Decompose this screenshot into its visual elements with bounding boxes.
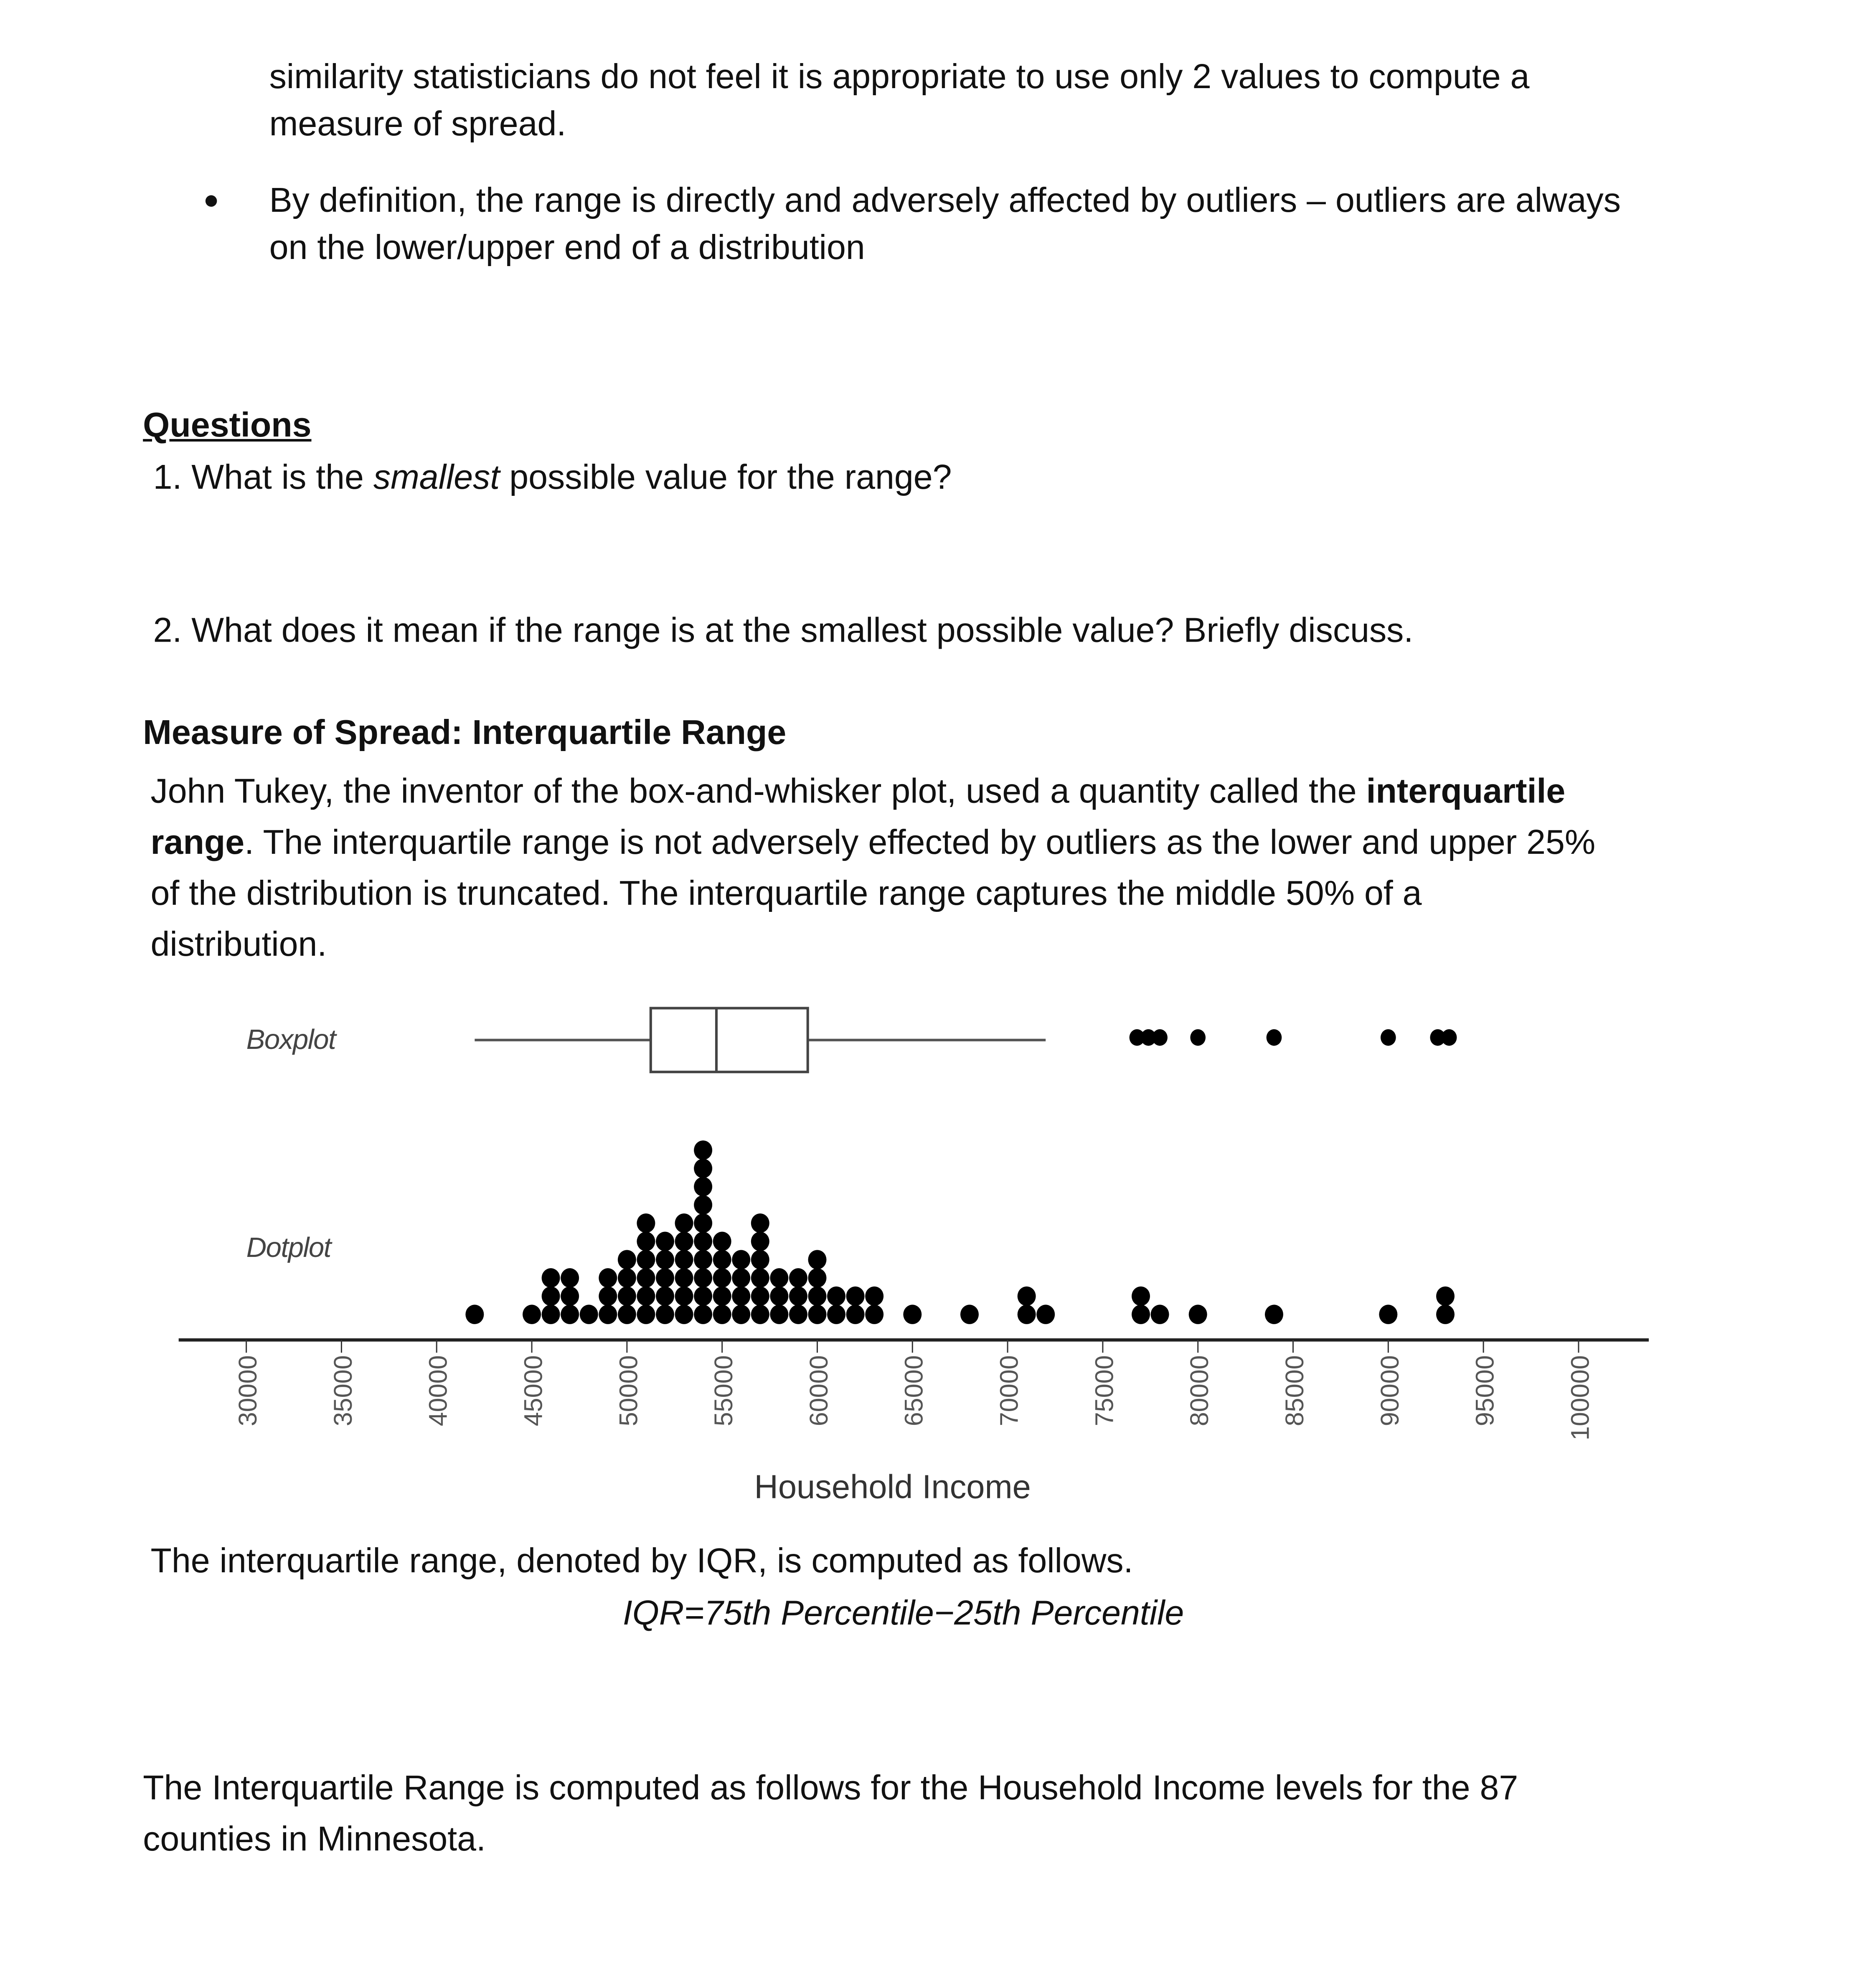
dot <box>656 1250 674 1269</box>
section-heading: Measure of Spread: Interquartile Range <box>143 713 787 752</box>
dot <box>637 1268 655 1287</box>
dot <box>1036 1305 1055 1324</box>
p-bold: range <box>150 823 245 862</box>
dot <box>713 1250 731 1269</box>
dot <box>960 1305 979 1324</box>
dot <box>599 1305 617 1324</box>
dot <box>732 1287 750 1306</box>
dot <box>827 1287 845 1306</box>
dot <box>1018 1287 1036 1306</box>
outlier-point <box>1442 1029 1457 1046</box>
dot <box>808 1305 826 1324</box>
dot <box>903 1305 921 1324</box>
outlier-point <box>1190 1029 1206 1046</box>
dot <box>751 1287 769 1306</box>
dot <box>1189 1305 1207 1324</box>
dot <box>751 1268 769 1287</box>
dot <box>618 1305 636 1324</box>
dot <box>1436 1305 1455 1324</box>
dot <box>751 1305 769 1324</box>
x-tick-label: 85000 <box>1280 1355 1309 1427</box>
dot <box>770 1287 788 1306</box>
dot <box>637 1232 655 1251</box>
dot <box>1151 1305 1169 1324</box>
dot <box>732 1268 750 1287</box>
dot <box>542 1305 560 1324</box>
dot <box>751 1213 769 1233</box>
x-tick-label: 65000 <box>899 1355 928 1427</box>
x-tick-label: 100000 <box>1566 1355 1594 1441</box>
question-2: 2. What does it mean if the range is at the smallest possible value? Briefly discuss. <box>153 611 1414 650</box>
dot <box>656 1268 674 1287</box>
dot <box>694 1305 712 1324</box>
p-text: . The interquartile range is not adversely effected by outliers as the lower and upper 25% <box>244 823 1596 862</box>
dot <box>770 1268 788 1287</box>
dot <box>789 1305 807 1324</box>
dot <box>656 1232 674 1251</box>
dot <box>542 1287 560 1306</box>
dot <box>789 1287 807 1306</box>
dot <box>865 1305 883 1324</box>
dot <box>599 1287 617 1306</box>
dot <box>675 1250 693 1269</box>
paragraph-line-3: of the distribution is truncated. The interquartile range captures the middle 50% of a <box>150 874 1422 913</box>
bullet-line-2: on the lower/upper end of a distribution <box>269 228 865 267</box>
dot <box>808 1287 826 1306</box>
dot <box>675 1213 693 1233</box>
dot <box>713 1232 731 1251</box>
x-tick-label: 90000 <box>1375 1355 1404 1427</box>
x-tick-label: 60000 <box>804 1355 833 1427</box>
bullet-line-1: By definition, the range is directly and adversely affected by outliers – outliers are always <box>269 181 1621 220</box>
dot <box>694 1195 712 1214</box>
dot <box>808 1250 826 1269</box>
dot <box>694 1213 712 1233</box>
x-tick-label: 30000 <box>234 1355 262 1427</box>
dot <box>1379 1305 1397 1324</box>
dot <box>713 1305 731 1324</box>
intro-line-1: similarity statisticians do not feel it is appropriate to use only 2 values to compute a <box>269 57 1530 96</box>
dot <box>1436 1287 1455 1306</box>
dot <box>827 1305 845 1324</box>
p-bold: interquartile <box>1366 772 1566 810</box>
dot <box>694 1140 712 1160</box>
outlier-point <box>1152 1029 1168 1046</box>
dot <box>675 1268 693 1287</box>
dot <box>618 1250 636 1269</box>
dot <box>846 1305 865 1324</box>
dot <box>675 1305 693 1324</box>
iqr-formula: IQR=75th Percentile−25th Percentile <box>622 1594 1184 1632</box>
paragraph-line-4: distribution. <box>150 925 327 964</box>
dot <box>1132 1305 1150 1324</box>
dot <box>846 1287 865 1306</box>
dot <box>732 1305 750 1324</box>
dot <box>561 1268 579 1287</box>
dot <box>732 1250 750 1269</box>
q1-text-end: possible value for the range? <box>500 458 952 497</box>
dot <box>694 1177 712 1196</box>
q1-text: 1. What is the <box>153 458 373 497</box>
dot <box>580 1305 598 1324</box>
dot <box>675 1232 693 1251</box>
dot <box>1018 1305 1036 1324</box>
dot <box>542 1268 560 1287</box>
dot <box>770 1305 788 1324</box>
dot <box>465 1305 484 1324</box>
dot <box>1265 1305 1283 1324</box>
dot <box>751 1232 769 1251</box>
dot <box>808 1268 826 1287</box>
dot <box>865 1287 883 1306</box>
dot <box>618 1268 636 1287</box>
dotplot-label: Dotplot <box>246 1231 331 1264</box>
x-tick-label: 50000 <box>614 1355 643 1427</box>
x-tick-label: 70000 <box>995 1355 1023 1427</box>
intro-line-2: measure of spread. <box>269 104 566 143</box>
dot <box>656 1305 674 1324</box>
x-tick-label: 80000 <box>1185 1355 1214 1427</box>
dot <box>656 1287 674 1306</box>
closing-line-2: counties in Minnesota. <box>143 1820 486 1858</box>
x-axis-label: Household Income <box>754 1467 1031 1506</box>
iqr-definition: The interquartile range, denoted by IQR, is computed as follows. <box>150 1541 1133 1580</box>
dot <box>789 1268 807 1287</box>
outlier-point <box>1267 1029 1282 1046</box>
dot <box>694 1268 712 1287</box>
dot <box>599 1268 617 1287</box>
dot <box>637 1213 655 1233</box>
dot <box>561 1305 579 1324</box>
x-tick-label: 55000 <box>709 1355 738 1427</box>
p-text: John Tukey, the inventor of the box-and-whisker plot, used a quantity called the <box>150 772 1366 810</box>
x-tick-label: 35000 <box>328 1355 357 1427</box>
dot <box>694 1250 712 1269</box>
dot <box>713 1268 731 1287</box>
dot <box>694 1159 712 1178</box>
outlier-point <box>1381 1029 1396 1046</box>
dot <box>523 1305 541 1324</box>
dot <box>637 1305 655 1324</box>
dot <box>561 1287 579 1306</box>
x-tick-label: 40000 <box>424 1355 452 1427</box>
iqr-box <box>651 1008 808 1072</box>
dot <box>637 1287 655 1306</box>
dot <box>694 1232 712 1251</box>
dot <box>637 1250 655 1269</box>
x-tick-label: 95000 <box>1470 1355 1499 1427</box>
dot <box>675 1287 693 1306</box>
questions-heading: Questions <box>143 406 312 444</box>
dot <box>1132 1287 1150 1306</box>
boxplot-label: Boxplot <box>246 1023 336 1056</box>
q1-emphasis: smallest <box>373 458 500 497</box>
dot <box>751 1250 769 1269</box>
dot <box>713 1287 731 1306</box>
closing-line-1: The Interquartile Range is computed as follows for the Household Income levels for the 87 <box>143 1769 1518 1807</box>
x-tick-label: 45000 <box>519 1355 548 1427</box>
dot <box>618 1287 636 1306</box>
x-tick-label: 75000 <box>1090 1355 1119 1427</box>
dot <box>694 1287 712 1306</box>
